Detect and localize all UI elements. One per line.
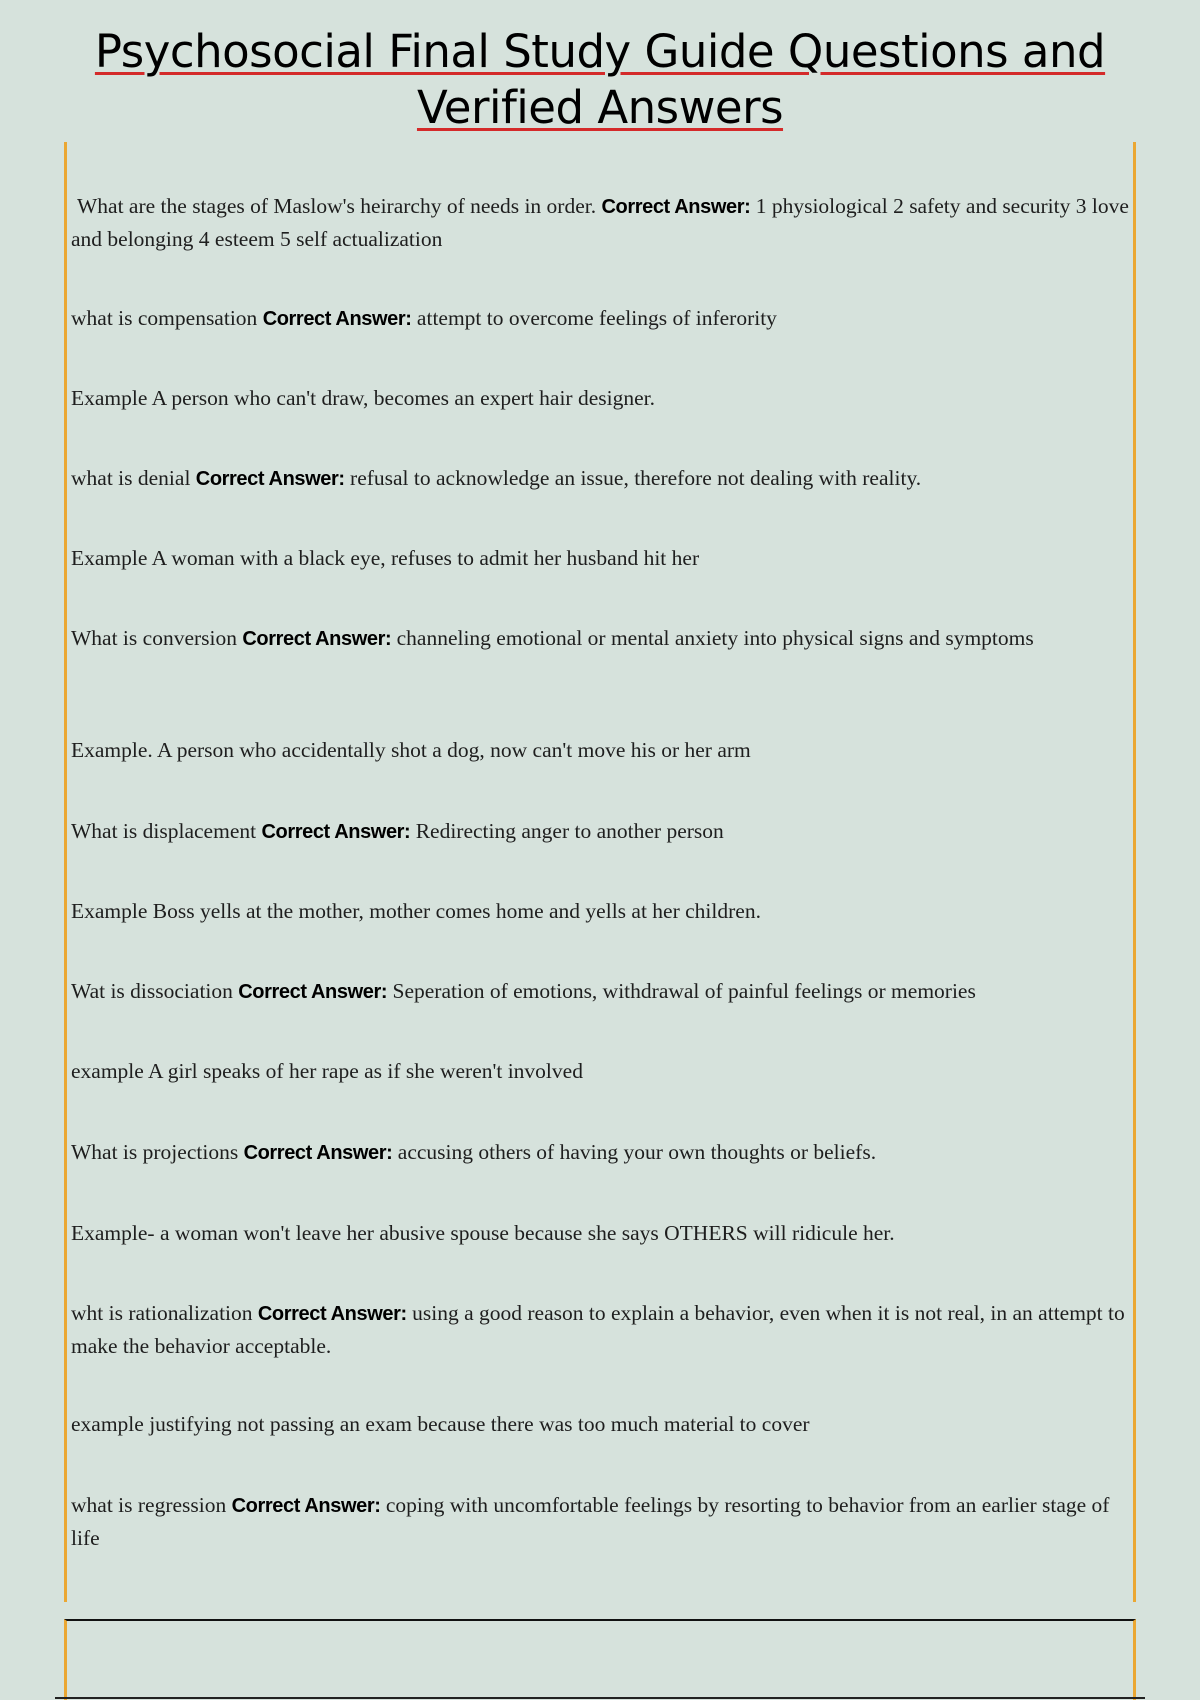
correct-answer-label: Correct Answer: — [261, 821, 411, 843]
example-entry-denial — [71, 542, 1131, 574]
answer-text: coping with uncomfortable feelings by resorting to behavior from an earlier stage of life — [71, 1493, 1110, 1550]
answer-text: attempt to overcome feelings of inferority — [416, 306, 777, 330]
qa-entry-regression — [71, 1489, 1131, 1554]
correct-answer-label: Correct Answer: — [243, 1142, 393, 1164]
example-text: Example A person who can't draw, becomes an expert hair designer. — [71, 386, 655, 410]
answer-text: 1 physiological 2 safety and security 3 love and belonging 4 esteem 5 self actualization — [71, 194, 1129, 251]
answer-text: refusal to acknowledge an issue, therefore not dealing with reality. — [350, 466, 922, 490]
bottom-divider — [55, 1697, 1145, 1699]
example-text: Example- a woman won't leave her abusive spouse because she says OTHERS will ridicule her. — [71, 1221, 895, 1245]
question-text: what is denial — [71, 466, 191, 490]
qa-entry-maslow — [71, 190, 1131, 255]
qa-entry-conversion — [71, 622, 1131, 655]
example-text: example A girl speaks of her rape as if she weren't involved — [71, 1059, 583, 1083]
correct-answer-label: Correct Answer: — [262, 308, 412, 330]
qa-entry-rationalization — [71, 1297, 1131, 1362]
question-text: What is conversion — [71, 626, 237, 650]
page-title — [60, 24, 1140, 136]
question-text: wht is rationalization — [71, 1301, 253, 1325]
next-page-box — [64, 1619, 1136, 1700]
example-text: example justifying not passing an exam because there was too much material to cover — [71, 1412, 810, 1436]
correct-answer-label: Correct Answer: — [238, 981, 388, 1003]
page-title-line-1: Psychosocial Final Study Guide Questions and — [94, 25, 1106, 78]
example-entry-compensation — [71, 382, 1131, 414]
answer-text: accusing others of having your own thoughts or beliefs. — [397, 1140, 877, 1164]
question-text: What are the stages of Maslow's heirarchy of needs in order. — [77, 194, 597, 218]
answer-text: Seperation of emotions, withdrawal of painful feelings or memories — [392, 979, 976, 1003]
answer-text: Redirecting anger to another person — [415, 819, 724, 843]
qa-entry-projection — [71, 1136, 1131, 1169]
example-entry-projection — [71, 1217, 1131, 1249]
example-text: Example. A person who accidentally shot a dog, now can't move his or her arm — [71, 738, 751, 762]
question-text: what is regression — [71, 1493, 227, 1517]
example-entry-dissociation — [71, 1055, 1131, 1087]
answer-text: channeling emotional or mental anxiety into physical signs and symptoms — [396, 626, 1034, 650]
example-text: Example A woman with a black eye, refuses to admit her husband hit her — [71, 546, 700, 570]
correct-answer-label: Correct Answer: — [231, 1495, 381, 1517]
page-title-line-2: Verified Answers — [416, 81, 784, 134]
example-entry-conversion — [71, 734, 1131, 766]
correct-answer-label: Correct Answer: — [257, 1303, 407, 1325]
qa-entry-displacement — [71, 815, 1131, 848]
question-text: what is compensation — [71, 306, 258, 330]
example-entry-displacement — [71, 895, 1131, 927]
qa-entry-dissociation — [71, 975, 1131, 1008]
correct-answer-label: Correct Answer: — [242, 628, 392, 650]
question-text: Wat is dissociation — [71, 979, 233, 1003]
example-entry-rationalization — [71, 1408, 1131, 1440]
correct-answer-label: Correct Answer: — [601, 196, 751, 218]
study-guide-content — [64, 142, 1136, 1602]
question-text: What is projections — [71, 1140, 239, 1164]
correct-answer-label: Correct Answer: — [195, 468, 345, 490]
qa-entry-denial — [71, 462, 1131, 495]
qa-entry-compensation — [71, 302, 1131, 335]
example-text: Example Boss yells at the mother, mother comes home and yells at her children. — [71, 899, 761, 923]
answer-text: using a good reason to explain a behavior, even when it is not real, in an attempt to make the behavior acceptable. — [71, 1301, 1125, 1358]
question-text: What is displacement — [71, 819, 257, 843]
